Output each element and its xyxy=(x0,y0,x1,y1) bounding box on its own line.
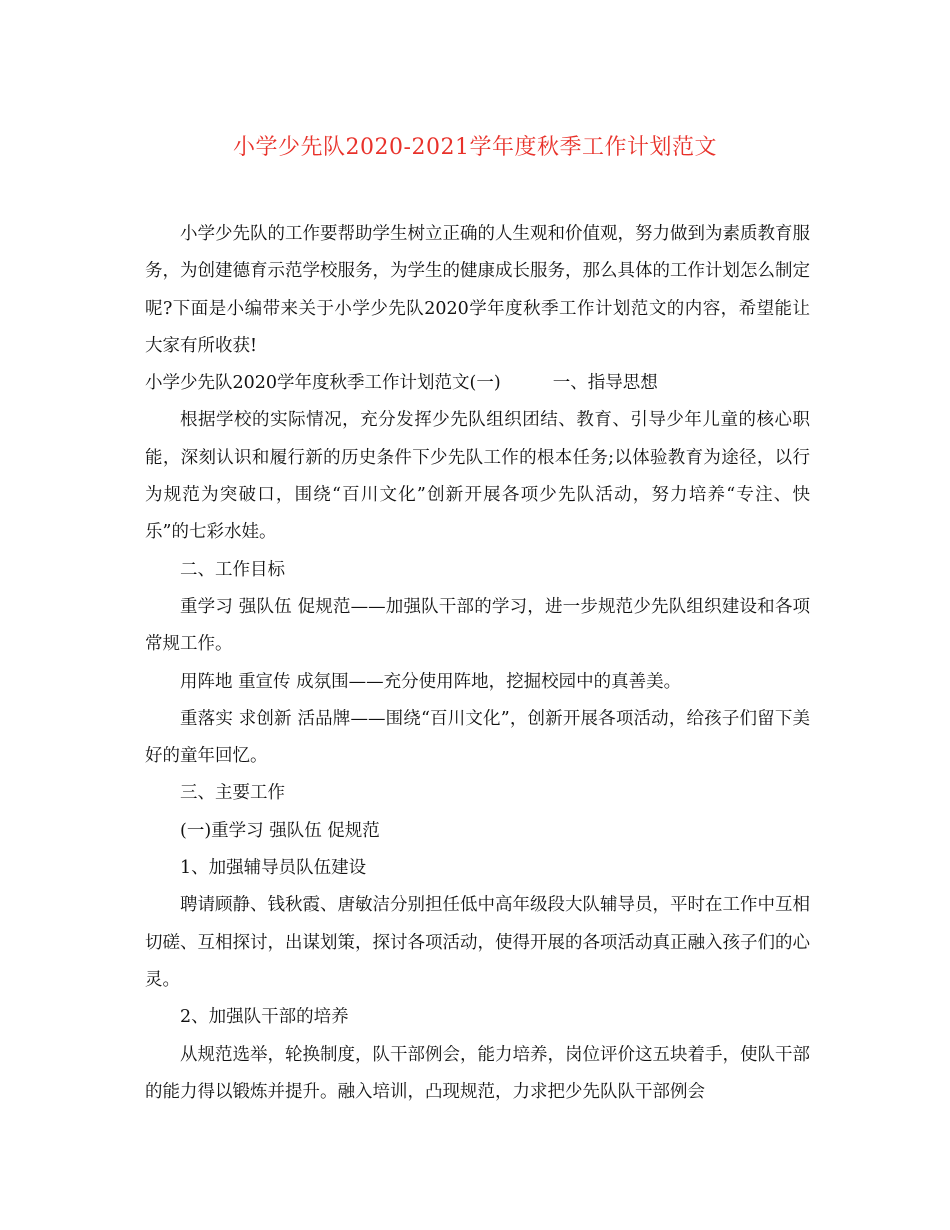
document-title: 小学少先队2020-2021学年度秋季工作计划范文 xyxy=(233,135,717,160)
item1-heading: 1、加强辅导员队伍建设 xyxy=(180,858,367,879)
document-body xyxy=(145,216,810,1111)
subtitle-text: 小学少先队2020学年度秋季工作计划范文(一) xyxy=(145,373,501,394)
item1-paragraph: 聘请顾静、钱秋霞、唐敏洁分别担任低中高年级段大队辅导员，平时在工作中互相切磋、互相探讨，出谋划策，探讨各项活动，使得开展的各项活动真正融入孩子们的心灵。 xyxy=(145,895,810,990)
goal-paragraph-3: 重落实 求创新 活品牌——围绕“百川文化”，创新开展各项活动，给孩子们留下美好的童年回忆。 xyxy=(145,708,810,767)
goal-paragraph-2: 用阵地 重宣传 成氛围——充分使用阵地，挖掘校园中的真善美。 xyxy=(180,671,682,692)
subtitle-line xyxy=(145,365,810,402)
subsection1-heading: (一)重学习 强队伍 促规范 xyxy=(180,820,380,841)
intro-paragraph: 小学少先队的工作要帮助学生树立正确的人生观和价值观，努力做到为素质教育服务，为创建德育示范学校服务，为学生的健康成长服务，那么具体的工作计划怎么制定呢?下面是小编带来关于小学少先队2020学年度秋季工作计划范文的内容，希望能让大家有所收获! xyxy=(145,224,810,356)
item2-heading: 2、加强队干部的培养 xyxy=(180,1007,349,1028)
item2-paragraph: 从规范选举，轮换制度，队干部例会，能力培养，岗位评价这五块着手，使队干部的能力得以锻炼并提升。融入培训，凸现规范，力求把少先队队干部例会 xyxy=(145,1044,810,1102)
section2-heading: 二、工作目标 xyxy=(180,559,285,580)
section3-heading: 三、主要工作 xyxy=(180,783,285,804)
goal-paragraph-1: 重学习 强队伍 促规范——加强队干部的学习，进一步规范少先队组织建设和各项常规工作。 xyxy=(145,596,810,655)
section1-paragraph: 根据学校的实际情况，充分发挥少先队组织团结、教育、引导少年儿童的核心职能，深刻认识和履行新的历史条件下少先队工作的根本任务;以体验教育为途径，以行为规范为突破口，围绕“百川文化”创新开展各项少先队活动，努力培养“专注、快乐”的七彩水娃。 xyxy=(145,410,810,543)
section1-heading: 一、指导思想 xyxy=(552,373,658,394)
